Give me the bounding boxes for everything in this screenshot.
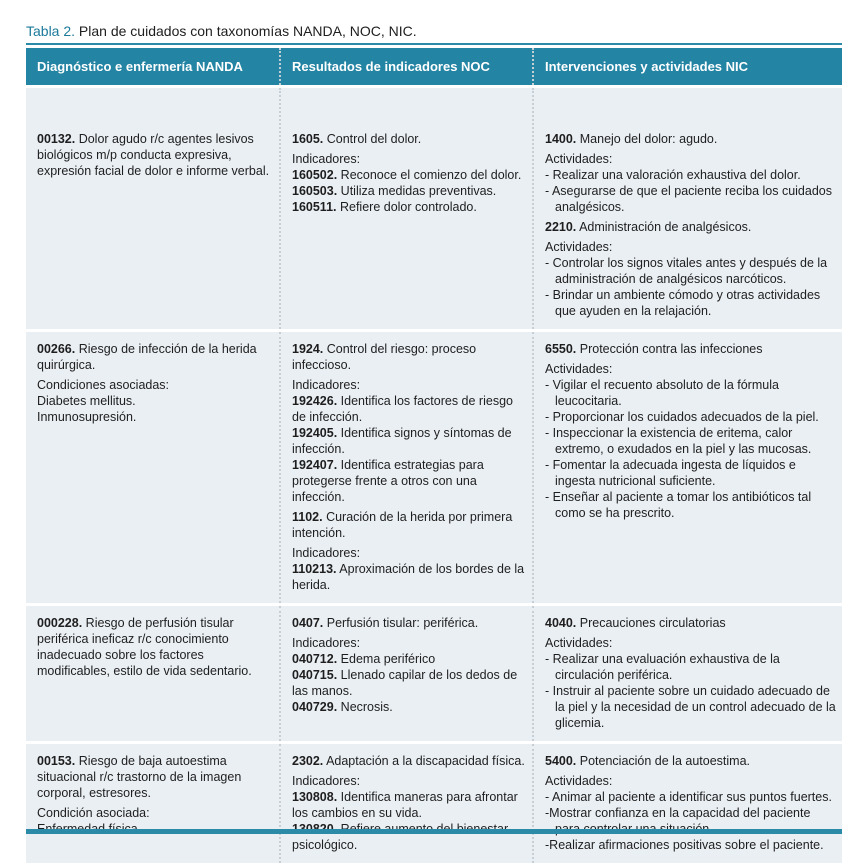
nanda-cell — [26, 87, 280, 331]
indicator-code: 040712. — [292, 652, 338, 666]
indicator-text: Identifica estrategias para protegerse frente a otros con una infección. — [292, 458, 484, 504]
condiciones-label: Condiciones asociadas: — [37, 378, 170, 392]
nic-code: 1400. — [545, 132, 577, 146]
nanda-code: 00153. — [37, 754, 76, 768]
nanda-code: 00266. — [37, 342, 76, 356]
nic-cell — [533, 87, 842, 331]
indicator-text: Refiere dolor controlado. — [336, 200, 477, 214]
table-row — [26, 743, 842, 864]
table-row — [26, 87, 842, 331]
indicator-code: 192405. — [292, 426, 338, 440]
activity-item: -Realizar afirmaciones positivas sobre el paciente. — [545, 838, 824, 852]
nic-text: Manejo del dolor: agudo. — [576, 132, 718, 146]
activity-item: - Inspeccionar la existencia de eritema, calor extremo, o exudados en la piel y las mucosas. — [545, 426, 812, 456]
activity-item: - Vigilar el recuento absoluto de la fórmula leucocitaria. — [545, 378, 779, 408]
header-nanda: Diagnóstico e enfermería NANDA — [26, 48, 280, 87]
indicator-code: 192407. — [292, 458, 338, 472]
noc-code: 1605. — [292, 132, 324, 146]
nic-text: Precauciones circulatorias — [576, 616, 726, 630]
table-caption — [26, 22, 417, 40]
nic-cell — [533, 605, 842, 743]
indicator-code: 192426. — [292, 394, 338, 408]
actividades-label: Actividades: — [545, 240, 613, 254]
nanda-cell — [26, 743, 280, 864]
activity-item: - Asegurarse de que el paciente reciba los cuidados analgésicos. — [545, 184, 832, 214]
indicator-code: 040715. — [292, 668, 338, 682]
nanda-text: Riesgo de baja autoestima situacional r/c trastorno de la imagen corporal, estresores. — [37, 754, 242, 800]
care-plan-table — [26, 48, 842, 863]
top-rule — [26, 43, 842, 45]
noc-cell — [280, 743, 533, 864]
indicator-text: Identifica maneras para afrontar los cambios en su vida. — [292, 790, 518, 820]
indicadores-label: Indicadores: — [292, 636, 361, 650]
indicator-text: Aproximación de los bordes de la herida. — [292, 562, 525, 592]
bottom-rule — [26, 829, 842, 834]
indicadores-label: Indicadores: — [292, 378, 361, 392]
nic-code: 6550. — [545, 342, 577, 356]
noc-text: Control del riesgo: proceso infeccioso. — [292, 342, 477, 372]
activity-item: - Realizar una evaluación exhaustiva de la circulación periférica. — [545, 652, 780, 682]
indicator-text: Necrosis. — [337, 700, 393, 714]
indicator-text: Reconoce el comienzo del dolor. — [337, 168, 522, 182]
caption-text: Plan de cuidados con taxonomías NANDA, NOC, NIC. — [75, 23, 417, 39]
nic-cell — [533, 743, 842, 864]
nic-text: Protección contra las infecciones — [576, 342, 763, 356]
indicator-code: 130808. — [292, 790, 338, 804]
nic-code: 4040. — [545, 616, 577, 630]
indicator-text: Utiliza medidas preventivas. — [337, 184, 497, 198]
activity-item: - Fomentar la adecuada ingesta de líquidos e ingesta nutricional suficiente. — [545, 458, 796, 488]
activity-item: - Enseñar al paciente a tomar los antibióticos tal como se ha prescrito. — [545, 490, 812, 520]
actividades-label: Actividades: — [545, 774, 613, 788]
noc-cell — [280, 87, 533, 331]
indicator-code: 110213. — [292, 562, 337, 576]
actividades-label: Actividades: — [545, 636, 613, 650]
nic-text: Administración de analgésicos. — [576, 220, 752, 234]
indicadores-label: Indicadores: — [292, 546, 361, 560]
activity-item: - Proporcionar los cuidados adecuados de la piel. — [545, 410, 819, 424]
nic-code: 5400. — [545, 754, 577, 768]
header-row — [26, 48, 842, 87]
table-row — [26, 331, 842, 605]
caption-label: Tabla 2. — [26, 23, 76, 39]
nic-cell — [533, 331, 842, 605]
nanda-text: Riesgo de infección de la herida quirúrgica. — [37, 342, 257, 372]
nanda-text: Dolor agudo r/c agentes lesivos biológicos m/p conducta expresiva, expresión facial de dolor e informe verbal. — [37, 132, 270, 178]
nic-code: 2210. — [545, 220, 577, 234]
noc-code: 1102. — [292, 510, 323, 524]
noc-text: Adaptación a la discapacidad física. — [323, 754, 525, 768]
indicadores-label: Indicadores: — [292, 152, 361, 166]
activity-item: - Instruir al paciente sobre un cuidado adecuado de la piel y la necesidad de un control adecuado de la glicemia. — [545, 684, 836, 730]
actividades-label: Actividades: — [545, 362, 613, 376]
noc-code: 2302. — [292, 754, 324, 768]
noc-text: Curación de la herida por primera intención. — [292, 510, 513, 540]
nanda-code: 00132. — [37, 132, 76, 146]
header-noc: Resultados de indicadores NOC — [280, 48, 533, 87]
nanda-cell — [26, 605, 280, 743]
table-row — [26, 605, 842, 743]
nanda-code: 000228. — [37, 616, 83, 630]
activity-item: - Animar al paciente a identificar sus puntos fuertes. — [545, 790, 832, 804]
indicator-text: Identifica signos y síntomas de infección. — [292, 426, 512, 456]
activity-item: - Realizar una valoración exhaustiva del dolor. — [545, 168, 801, 182]
indicator-code: 160502. — [292, 168, 338, 182]
nanda-text: Riesgo de perfusión tisular periférica ineficaz r/c conocimiento inadecuado sobre los factores modificables, estilo de vida sedentario. — [37, 616, 252, 678]
indicator-text: Identifica los factores de riesgo de infección. — [292, 394, 513, 424]
noc-code: 0407. — [292, 616, 324, 630]
nic-text: Potenciación de la autoestima. — [576, 754, 750, 768]
actividades-label: Actividades: — [545, 152, 613, 166]
noc-code: 1924. — [292, 342, 324, 356]
condicion-item: Inmunosupresión. — [37, 410, 137, 424]
activity-item: -Mostrar confianza en la capacidad del paciente — [545, 806, 811, 820]
indicator-code: 040729. — [292, 700, 338, 714]
noc-text: Control del dolor. — [323, 132, 422, 146]
header-nic: Intervenciones y actividades NIC — [533, 48, 842, 87]
indicator-code: 160503. — [292, 184, 338, 198]
indicator-code: 160511. — [292, 200, 337, 214]
condicion-item: Diabetes mellitus. — [37, 394, 136, 408]
indicator-text: Edema periférico — [337, 652, 436, 666]
noc-cell — [280, 331, 533, 605]
condiciones-label: Condición asociada: — [37, 806, 150, 820]
indicadores-label: Indicadores: — [292, 774, 361, 788]
noc-cell — [280, 605, 533, 743]
nanda-cell — [26, 331, 280, 605]
indicator-text: psicológico. — [292, 838, 358, 852]
noc-text: Perfusión tisular: periférica. — [323, 616, 479, 630]
activity-item: - Controlar los signos vitales antes y después de la administración de analgésicos narcóticos. — [545, 256, 828, 286]
indicator-text: Llenado capilar de los dedos de las manos. — [292, 668, 518, 698]
activity-item: - Brindar un ambiente cómodo y otras actividades que ayuden en la relajación. — [545, 288, 821, 318]
